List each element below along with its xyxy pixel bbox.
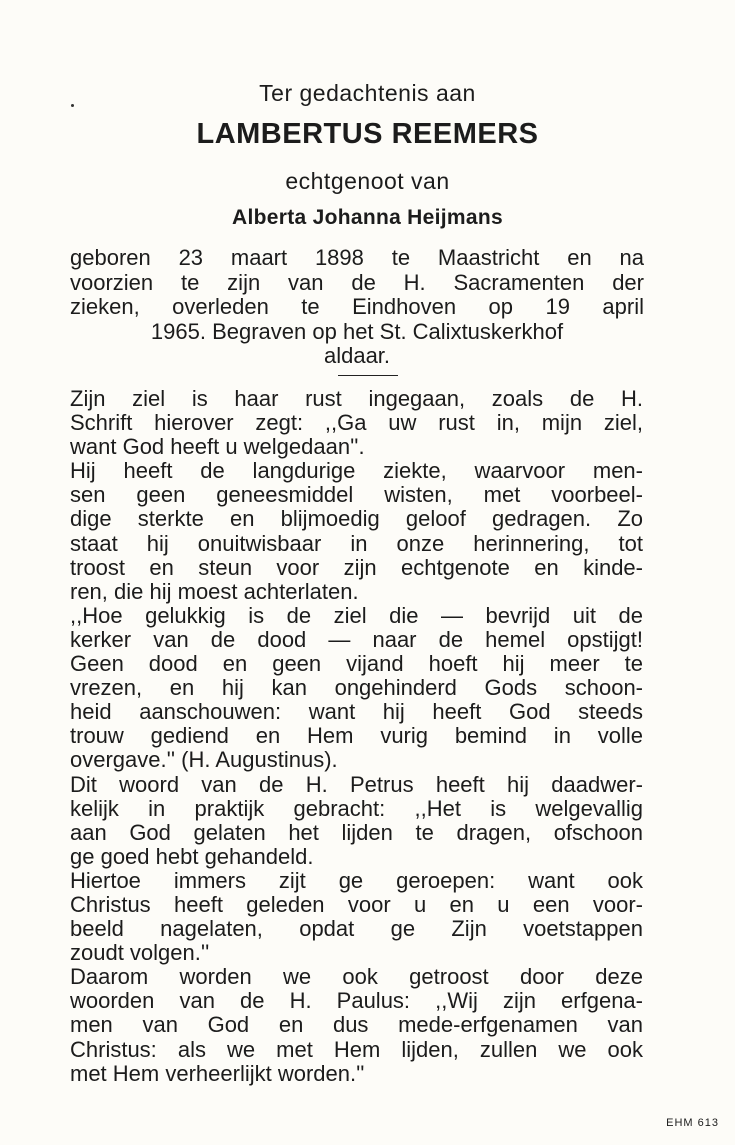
text-line: Schrift hierover zegt: ,,Ga uw rust in, mijn ziel, bbox=[70, 410, 643, 436]
text-line: kerker van de dood — naar de hemel opstijgt! bbox=[70, 626, 643, 652]
text-line: woorden van de H. Paulus: ,,Wij zijn erfgena- bbox=[70, 988, 643, 1014]
text-line: vrezen, en hij kan ongehinderd Gods schoon- bbox=[70, 675, 643, 701]
intro-text: Ter gedachtenis aan bbox=[259, 80, 476, 106]
text-line: aan God gelaten het lijden te dragen, ofschoon bbox=[70, 819, 643, 845]
bio-line: aldaar. bbox=[323, 343, 391, 368]
text-line: kelijk in praktijk gebracht: ,,Het is welgevallig bbox=[70, 795, 643, 821]
text-line: Christus heeft geleden voor u en u een voor- bbox=[70, 891, 643, 917]
bio-line: zieken, overleden te Eindhoven op 19 april bbox=[70, 294, 644, 319]
text-line: men van God en dus mede-erfgenamen van bbox=[70, 1012, 643, 1038]
text-line: ,,Hoe gelukkig is de ziel die — bevrijd uit de bbox=[70, 602, 643, 628]
text-line: Christus: als we met Hem lijden, zullen we ook bbox=[70, 1036, 643, 1062]
text-line: ge goed hebt gehandeld. bbox=[70, 843, 314, 869]
memorial-text bbox=[70, 387, 643, 1086]
printer-code: EHM 613 bbox=[666, 1117, 719, 1129]
text-line: heid aanschouwen: want hij heeft God steeds bbox=[70, 699, 643, 725]
text-line: beeld nagelaten, opdat ge Zijn voetstappen bbox=[70, 916, 643, 942]
text-line: Geen dood en geen vijand hoeft hij meer te bbox=[70, 651, 643, 677]
bio-line: geboren 23 maart 1898 te Maastricht en na bbox=[70, 245, 644, 270]
spouse-intro-text: echtgenoot van bbox=[285, 168, 450, 194]
text-line: Hij heeft de langdurige ziekte, waarvoor men- bbox=[70, 458, 643, 484]
text-line: Zijn ziel is haar rust ingegaan, zoals de H. bbox=[70, 386, 643, 411]
spouse-name: Alberta Johanna Heijmans bbox=[232, 206, 503, 229]
bio-line: 1965. Begraven op het St. Calixtuskerkhof bbox=[150, 318, 564, 344]
text-line: Daarom worden we ook getroost door deze bbox=[70, 964, 643, 990]
text-line: ren, die hij moest achterlaten. bbox=[70, 578, 359, 604]
divider-rule bbox=[338, 375, 398, 376]
bio-line: voorzien te zijn van de H. Sacramenten der bbox=[70, 269, 644, 295]
text-line: sen geen geneesmiddel wisten, met voorbeel- bbox=[70, 482, 643, 508]
text-line: trouw gediend en Hem vurig bemind in volle bbox=[70, 723, 643, 749]
text-line: Dit woord van de H. Petrus heeft hij daadwer- bbox=[70, 771, 643, 797]
text-line: zoudt volgen.'' bbox=[70, 940, 210, 966]
text-line: dige sterkte en blijmoedig geloof gedragen. Zo bbox=[70, 506, 643, 532]
text-line: overgave.'' (H. Augustinus). bbox=[70, 747, 338, 773]
deceased-name: LAMBERTUS REEMERS bbox=[196, 118, 539, 150]
text-line: staat hij onuitwisbaar in onze herinnering, tot bbox=[70, 530, 643, 556]
text-line: want God heeft u welgedaan''. bbox=[70, 434, 365, 460]
text-line: Hiertoe immers zijt ge geroepen: want ook bbox=[70, 867, 643, 893]
text-line: troost en steun voor zijn echtgenote en kinde- bbox=[70, 554, 643, 580]
text-line: met Hem verheerlijkt worden.'' bbox=[70, 1060, 365, 1086]
biography bbox=[70, 246, 644, 369]
